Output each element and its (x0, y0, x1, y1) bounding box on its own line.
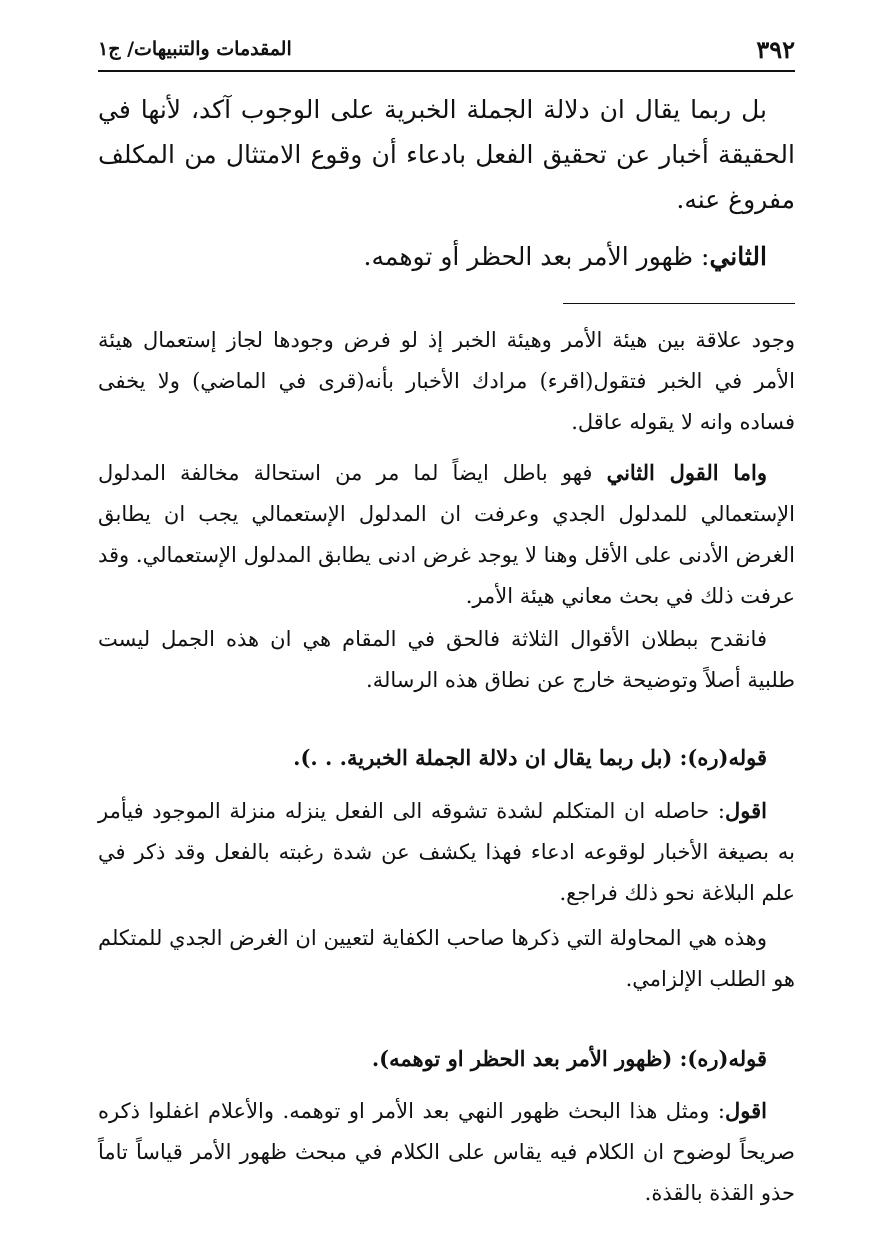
quote-1-followup: وهذه هي المحاولة التي ذكرها صاحب الكفاية لتعيين ان الغرض الجدي للمتكلم هو الطلب الإلزامي. (98, 926, 795, 991)
quote-1-answer-text: : حاصله ان المتكلم لشدة تشوقه الى الفعل ينزله منزلة الموجود فيأمر به بصيغة الأخبار لوقوعه ادعاء فهذا يكشف عن شدة رغبته بالفعل وقد ذكر في علم البلاغة نحو ذلك فراجع. (98, 799, 795, 905)
quote-1-answer-label: اقول (725, 798, 767, 823)
commentary-paragraph-2 (98, 452, 795, 617)
quote-heading-2: قوله(ره): (ظهور الأمر بعد الحظر او توهمه). (371, 1046, 767, 1071)
running-header (98, 30, 795, 68)
main-paragraph-2-label: الثاني (709, 242, 767, 271)
main-paragraph-2-text: : ظهور الأمر بعد الحظر أو توهمه. (363, 242, 710, 271)
main-paragraph-1: بل ربما يقال ان دلالة الجملة الخبرية على الوجوب آكد، لأنها في الحقيقة أخبار عن تحقيق الفعل بادعاء أن وقوع الامتثال من المكلف مفروغ عنه. (98, 95, 795, 214)
quote-heading-1: قوله(ره): (بل ربما يقال ان دلالة الجملة الخبرية. . .). (293, 745, 767, 770)
quote-1-answer (98, 790, 795, 914)
quote-2-answer-label: اقول (725, 1098, 767, 1123)
header-rule (98, 70, 795, 72)
page-number: ٣٩٢ (756, 34, 795, 64)
main-paragraph-2 (98, 234, 795, 279)
commentary-paragraph-2-label: واما القول الثاني (606, 460, 767, 485)
commentary-paragraph-3: فانقدح ببطلان الأقوال الثلاثة فالحق في المقام هي ان هذه الجمل ليست طلبية أصلاً وتوضيحة خارج عن نطاق هذه الرسالة. (98, 627, 795, 692)
running-title: المقدمات والتنبيهات/ ج١ (98, 38, 292, 60)
quote-2-answer (98, 1090, 795, 1214)
commentary-paragraph-2-text: فهو باطل ايضاً لما مر من استحالة مخالفة المدلول الإستعمالي للمدلول الجدي وعرفت ان المدلول الإستعمالي يجب ان يطابق الغرض الأدنى على الأقل وهنا لا يوجد غرض ادنى يطابق المدلول الإستعمالي. وقد عرفت ذلك في بحث معاني هيئة الأمر. (98, 461, 795, 608)
quote-2-answer-text: : ومثل هذا البحث ظهور النهي بعد الأمر او توهمه. والأعلام اغفلوا ذكره صريحاً لوضوح ان الكلام فيه يقاس على الكلام في مبحث ظهور الأمر قياساً تاماً حذو القذة بالقذة. (98, 1099, 795, 1205)
footnote-separator (563, 303, 795, 304)
commentary-paragraph-1: وجود علاقة بين هيئة الأمر وهيئة الخبر إذ لو فرض وجودها لجاز إستعمال هيئة الأمر في الخبر فتقول(اقرء) مرادك الأخبار بأنه(قرى في الماضي) ولا يخفى فساده وانه لا يقوله عاقل. (98, 328, 795, 434)
